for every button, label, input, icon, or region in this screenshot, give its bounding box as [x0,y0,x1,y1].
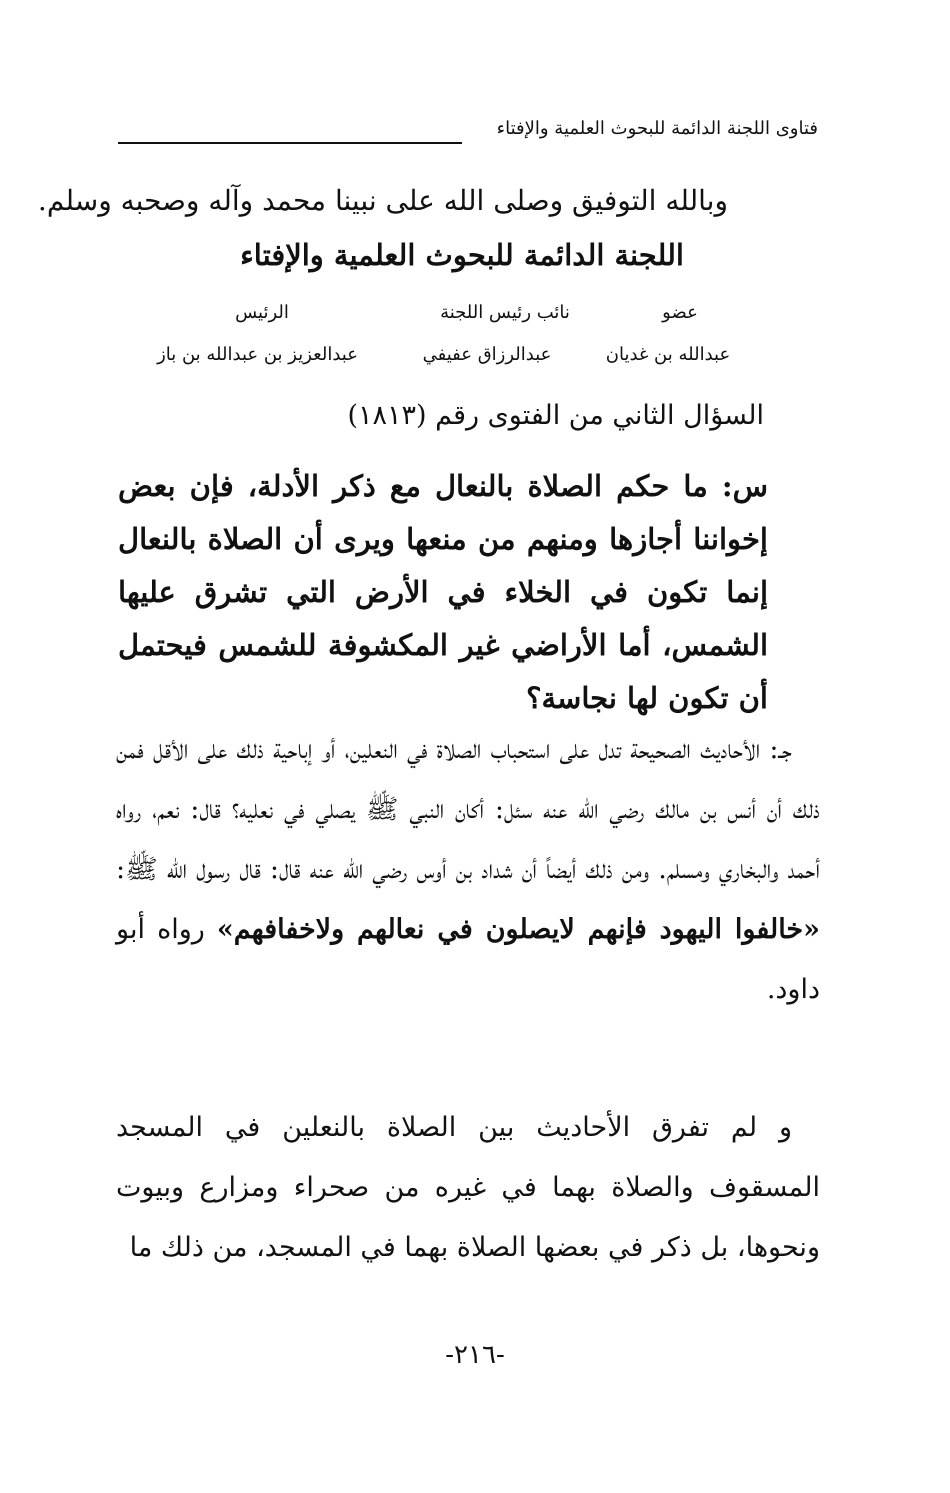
page-number: -٢١٦- [445,1340,505,1370]
question-text: س: ما حكم الصلاة بالنعال مع ذكر الأدلة، فإن بعض إخواننا أجازها ومنهم من منعها ويرى أن الصلاة بالنعال إنما تكون في الخلاء في الأرض التي تشرق عليها الشمس، أما الأراضي غير المكشوفة للشمس فيحتمل أن تكون لها نجاسة؟ [118,469,768,715]
answer-body [116,720,820,1020]
signature-title-chairman: الرئيس [235,302,289,323]
signature-title-deputy: نائب رئيس اللجنة [440,302,570,323]
running-header [118,118,818,152]
header-title: فتاوى اللجنة الدائمة للبحوث العلمية والإفتاء [496,118,818,139]
signature-name-chairman: عبدالعزيز بن عبدالله بن باز [157,344,358,365]
answer-part-1: جـ: الأحاديث الصحيحة تدل على استحباب الصلاة في النعلين، أو إباحية ذلك على الأقل فمن ذلك أن أنس بن مالك رضي الله عنه سئل: أكان النبي ﷺ يصلي في نعليه؟ قال: نعم، رواه أحمد والبخاري ومسلم. ومن ذلك أيضاً أن شداد بن أوس رضي الله عنه قال: قال رسول الله ﷺ: [116,734,820,885]
signature-name-member: عبدالله بن غديان [605,344,731,365]
second-paragraph: و لم تفرق الأحاديث بين الصلاة بالنعلين في المسجد المسقوف والصلاة بهما في غيره من صحراء ومزارع وبيوت ونحوها، بل ذكر في بعضها الصلاة بهما في المسجد، من ذلك ما [116,1112,820,1263]
committee-name: اللجنة الدائمة للبحوث العلمية والإفتاء [240,238,684,272]
answer-part-2: رواه أبو داود. [116,914,820,1005]
signature-title-member: عضو [662,302,698,323]
question-number: السؤال الثاني من الفتوى رقم (١٨١٣) [347,400,764,431]
signature-name-deputy: عبدالرزاق عفيفي [422,344,552,365]
answer-hadith-quote: «خالفوا اليهود فإنهم لايصلون في نعالهم ولاخفافهم» [216,914,820,945]
header-rule [118,142,462,144]
answer-paragraph [116,720,820,1020]
closing-line: وبالله التوفيق وصلى الله على نبينا محمد وآله وصحبه وسلم. [37,184,728,217]
